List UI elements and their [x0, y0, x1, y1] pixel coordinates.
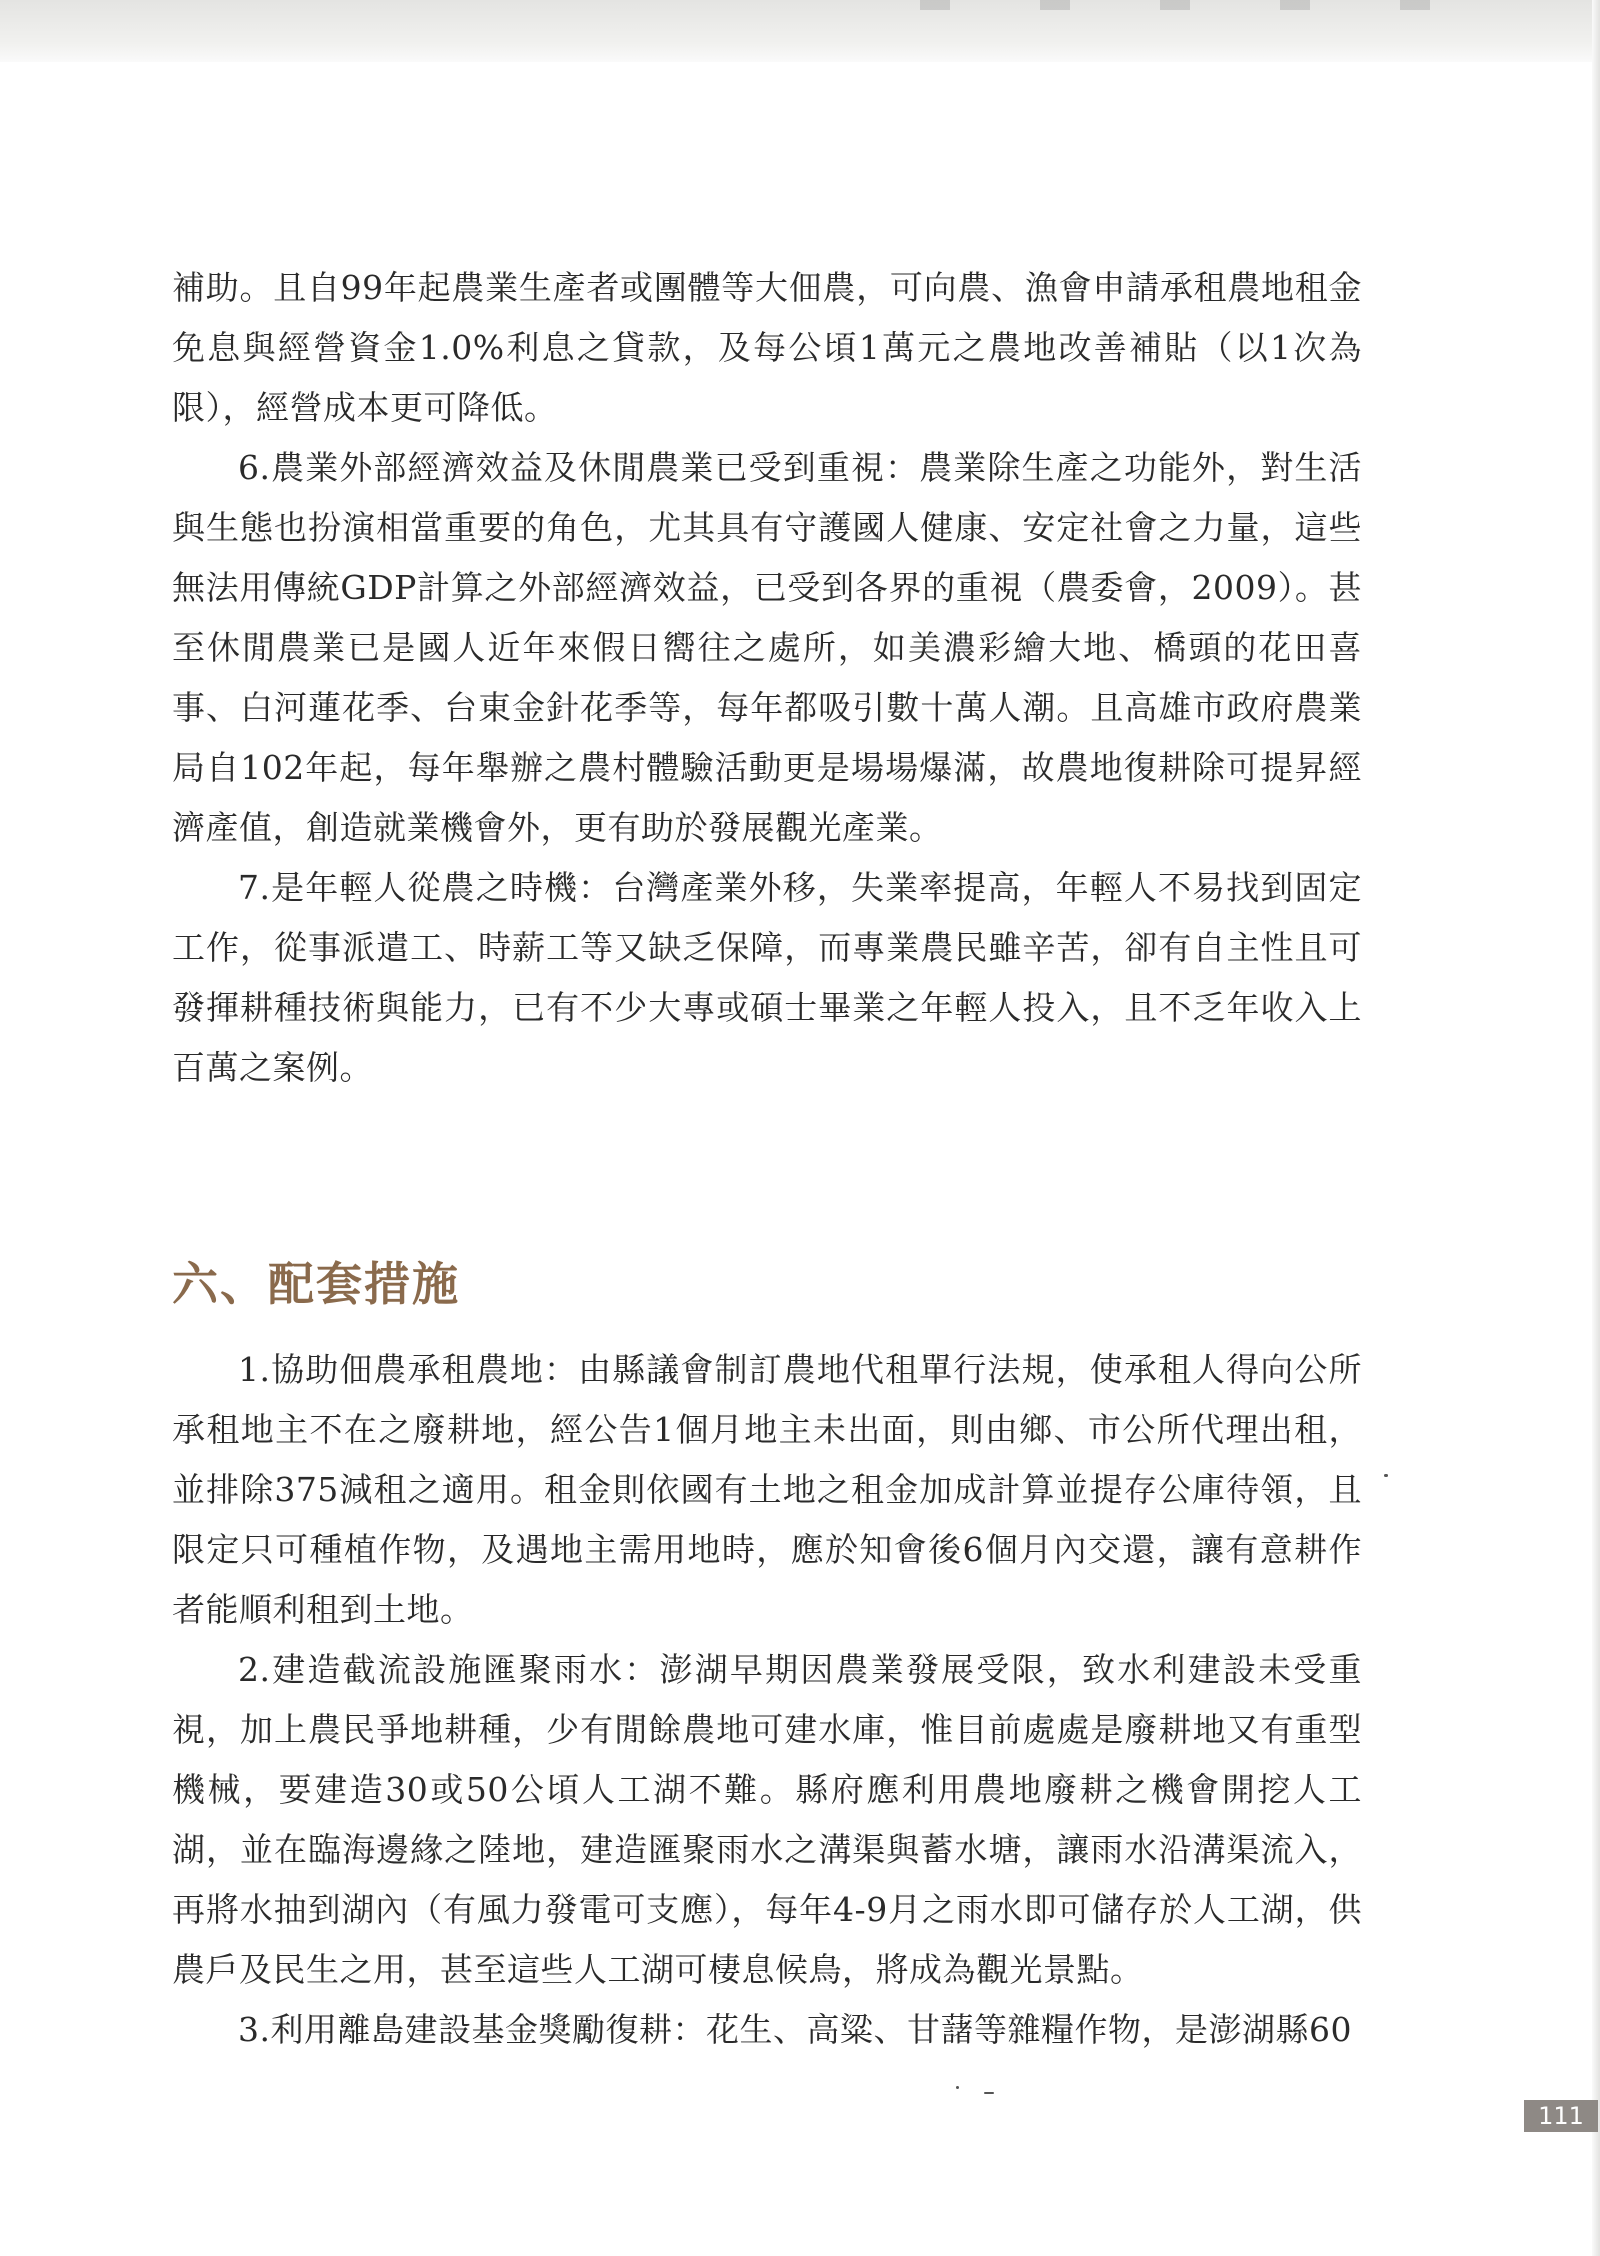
paragraph-measure-3: 3.利用離島建設基金獎勵復耕：花生、高粱、甘藷等雜糧作物，是澎湖縣60 — [238, 2010, 1352, 2049]
paragraph-measure-2: 2.建造截流設施匯聚雨水：澎湖早期因農業發展受限，致水利建設未受重視，加上農民爭地耕種，少有閒餘農地可建水庫，惟目前處處是廢耕地又有重型機械，要建造30或50公頃人工湖不難。縣府應利用農地廢耕之機會開挖人工湖，並在臨海邊緣之陸地，建造匯聚雨水之溝渠與蓄水塘，讓雨水沿溝渠流入，再將水抽到湖內（有風力發電可支應），每年4-9月之雨水即可儲存於人工湖，供農戶及民生之用，甚至這些人工湖可棲息候鳥，將成為觀光景點。 — [172, 1650, 1362, 1989]
scan-top-marks — [880, 0, 1480, 10]
paragraph-item-6: 6.農業外部經濟效益及休閒農業已受到重視：農業除生產之功能外，對生活與生態也扮演相當重要的角色，尤其具有守護國人健康、安定社會之力量，這些無法用傳統GDP計算之外部經濟效益，已受到各界的重視（農委會，2009）。甚至休閒農業已是國人近年來假日嚮往之處所，如美濃彩繪大地、橋頭的花田喜事、白河蓮花季、台東金針花季等，每年都吸引數十萬人潮。且高雄市政府農業局自102年起，每年舉辦之農村體驗活動更是場場爆滿，故農地復耕除可提昇經濟產值，創造就業機會外，更有助於發展觀光產業。 — [172, 448, 1362, 847]
page-body-top — [172, 258, 1362, 1098]
paragraph-measure-1: 1.協助佃農承租農地：由縣議會制訂農地代租單行法規，使承租人得向公所承租地主不在之廢耕地，經公告1個月地主未出面，則由鄉、市公所代理出租，並排除375減租之適用。租金則依國有土地之租金加成計算並提存公庫待領，且限定只可種植作物，及遇地主需用地時，應於知會後6個月內交還，讓有意耕作者能順利租到土地。 — [172, 1350, 1362, 1629]
section-heading: 六、配套措施 — [172, 1257, 460, 1311]
scan-speck — [956, 2086, 959, 2089]
page-number: 111 — [1524, 2100, 1598, 2132]
scan-right-edge — [1592, 0, 1600, 2256]
scan-speck — [984, 2092, 994, 2094]
paragraph-continuation: 補助。且自99年起農業生產者或團體等大佃農，可向農、漁會申請承租農地租金免息與經營資金1.0%利息之貸款，及每公頃1萬元之農地改善補貼（以1次為限），經營成本更可降低。 — [172, 268, 1362, 427]
page-body-section — [172, 1340, 1362, 2060]
paragraph-item-7: 7.是年輕人從農之時機：台灣產業外移，失業率提高，年輕人不易找到固定工作，從事派遣工、時薪工等又缺乏保障，而專業農民雖辛苦，卻有自主性且可發揮耕種技術與能力，已有不少大專或碩士畢業之年輕人投入，且不乏年收入上百萬之案例。 — [172, 868, 1362, 1087]
scan-speck — [1384, 1474, 1388, 1477]
